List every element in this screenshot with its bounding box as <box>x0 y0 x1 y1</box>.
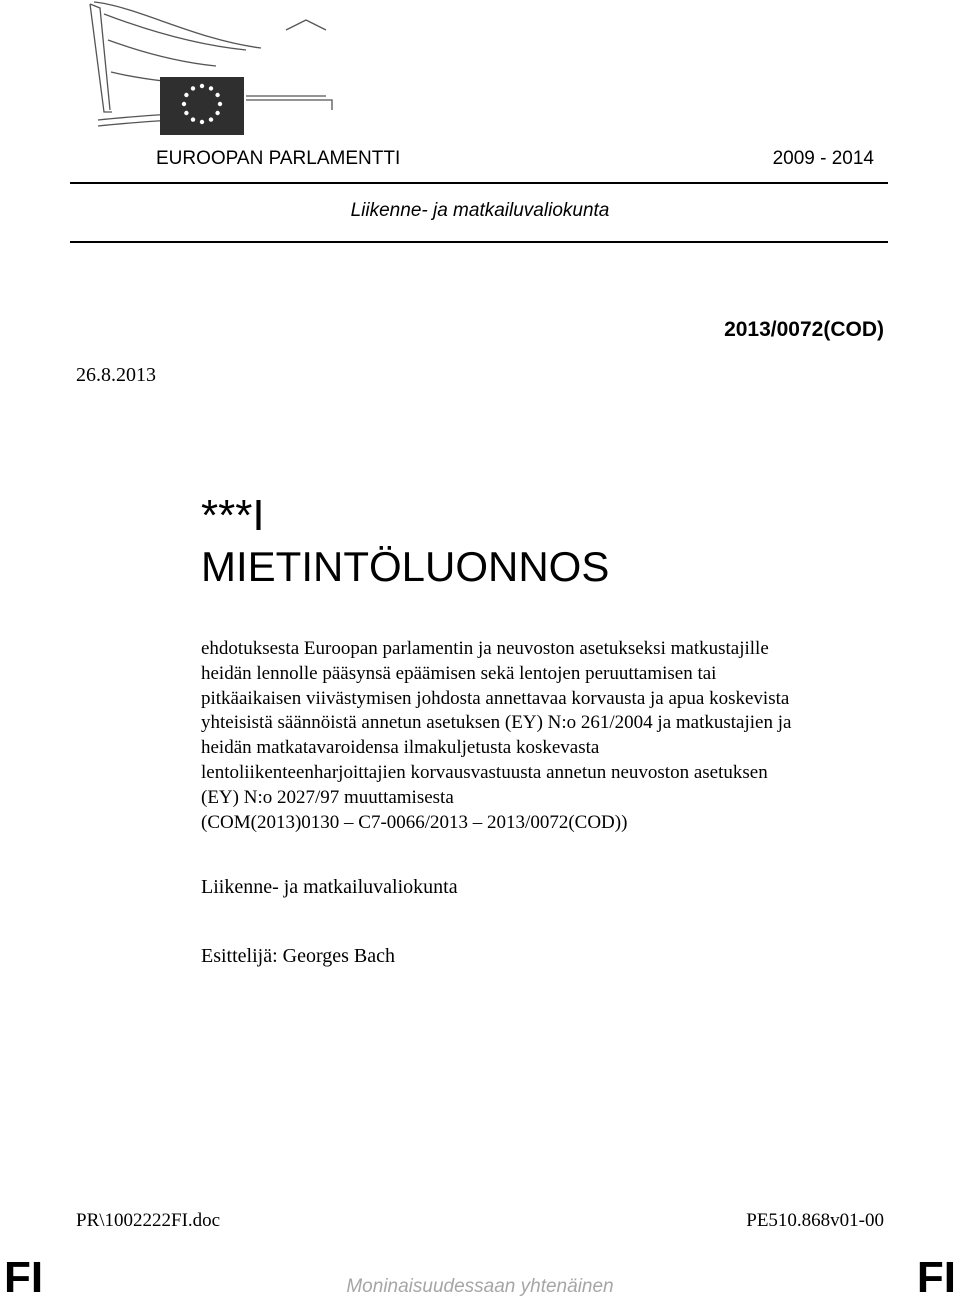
header-rule-top <box>70 182 888 184</box>
subject-line: ehdotuksesta Euroopan parlamentin ja neuvoston asetukseksi matkustajille <box>201 638 769 659</box>
subject-line: (EY) N:o 2027/97 muuttamisesta <box>201 786 454 808</box>
document-reference: PR\1002222FI.doc <box>76 1210 221 1231</box>
subject-line: heidän lennolle pääsynsä epäämisen sekä lentojen peruuttamisen tai <box>201 662 717 684</box>
parliamentary-term: 2009 - 2014 <box>772 148 874 169</box>
responsible-committee: Liikenne- ja matkailuvaliokunta <box>201 876 458 898</box>
language-code-left: FI <box>4 1253 44 1302</box>
procedure-number: 2013/0072(COD) <box>724 318 884 341</box>
subject-line: yhteisistä säännöistä annetun asetuksen (EY) N:o 261/2004 ja matkustajien ja <box>201 712 792 734</box>
document-type-title: MIETINTÖLUONNOS <box>201 543 610 590</box>
pe-number: PE510.868v01-00 <box>746 1210 884 1231</box>
subject-line: (COM(2013)0130 – C7-0066/2013 – 2013/0072(COD)) <box>201 811 628 833</box>
procedure-stars: ***I <box>201 491 265 540</box>
rapporteur: Esittelijä: Georges Bach <box>201 945 396 967</box>
committee-header: Liikenne- ja matkailuvaliokunta <box>350 200 610 221</box>
institution-name: EUROOPAN PARLAMENTTI <box>156 148 401 169</box>
subject-line: lentoliikenteenharjoittajien korvausvastuusta annetun neuvoston asetuksen <box>201 761 768 783</box>
european-parliament-logo <box>86 0 336 138</box>
eu-motto: Moninaisuudessaan yhtenäinen <box>346 1276 614 1297</box>
document-subject <box>201 637 901 835</box>
document-date: 26.8.2013 <box>76 364 156 386</box>
subject-line: pitkäaikaisen viivästymisen johdosta annettavaa korvausta ja apua koskevista <box>201 687 790 709</box>
header-rule-bottom <box>70 241 888 243</box>
subject-line: heidän matkatavaroidensa ilmakuljetusta koskevasta <box>201 737 600 759</box>
language-code-right: FI <box>916 1253 956 1302</box>
